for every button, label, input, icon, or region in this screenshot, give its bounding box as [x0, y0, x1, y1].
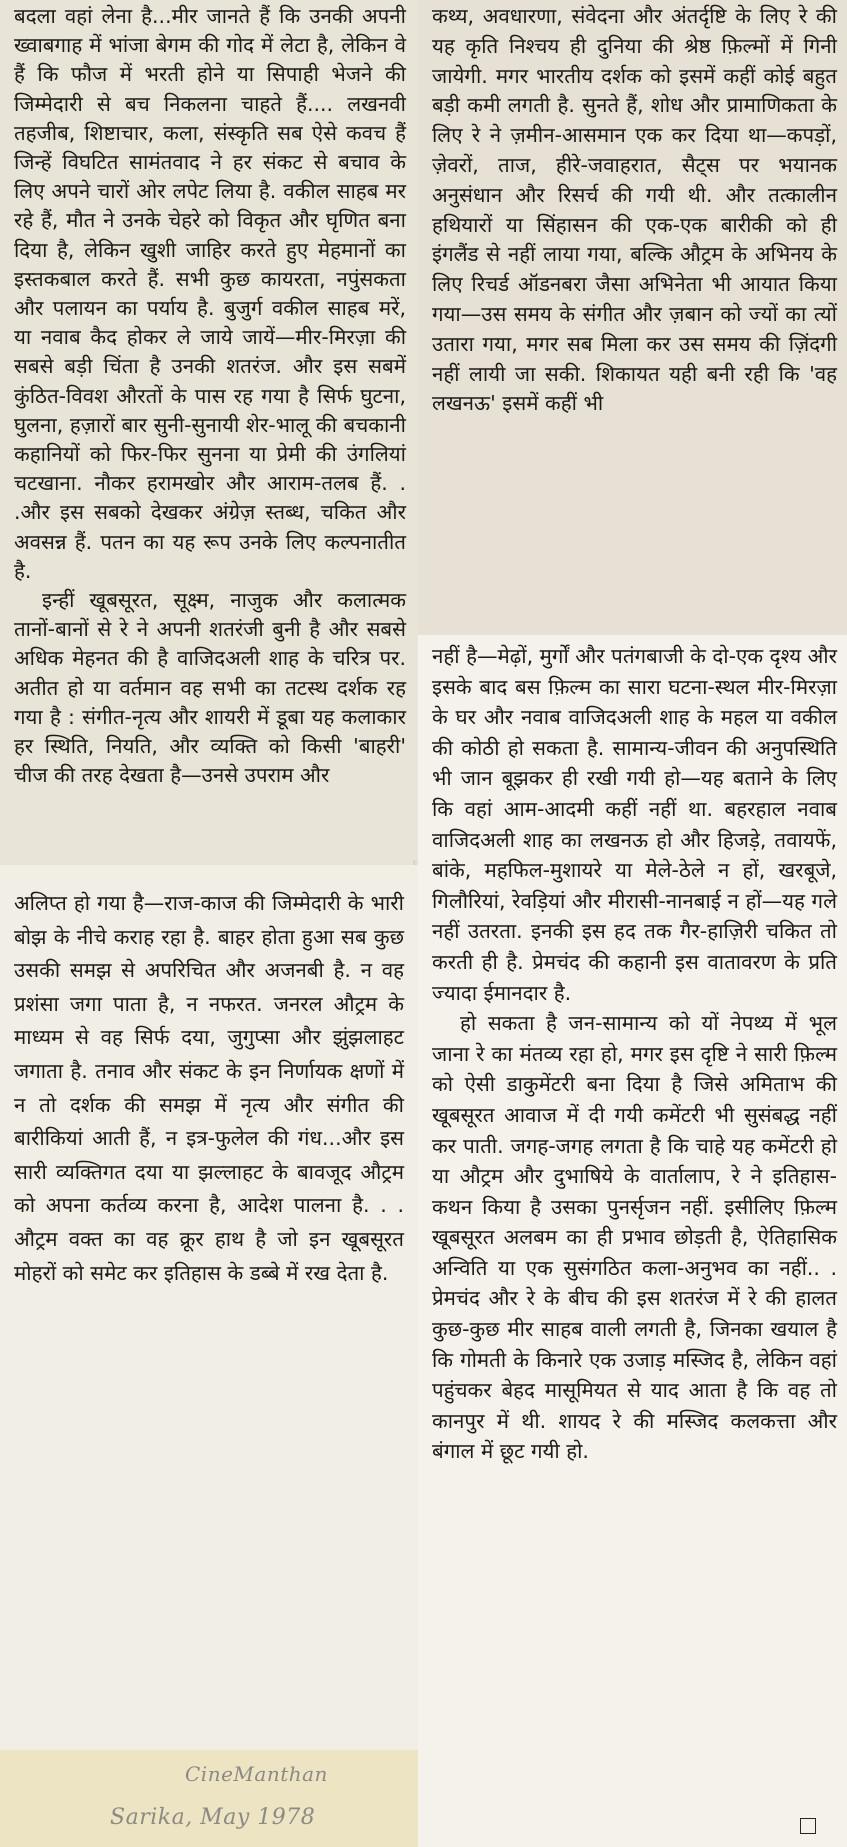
article-clip-left-bottom — [0, 865, 418, 1750]
article-paragraph: हो सकता है जन-सामान्य को यों नेपथ्य में भूल जाना रे का मंतव्य रहा हो, मगर इस दृष्टि ने सारी फ़िल्म को ऐसी डाकुमेंटरी बना दिया है जिसे अमिताभ की खूबसूरत आवाज में दी गयी कमेंटरी भी सुसंबद्ध नहीं कर पाती. जगह-जगह लगता है कि चाहे यह कमेंटरी हो या औट्रम और दुभाषिये के वार्तालाप, रे ने इतिहास-कथन किया है उसका पुनर्सृजन नहीं. इसीलिए फ़िल्म खूबसूरत अलबम का ही प्रभाव छोड़ती है, ऐतिहासिक अन्विति या एक सुसंगठित कला-अनुभव का नहीं.. . प्रेमचंद और रे के बीच की इस शतरंज में रे की हालत कुछ-कुछ मीर साहब वाली लगती है, जिनका खयाल है कि गोमती के किनारे एक उजाड़ मस्जिद है, लेकिन वहां पहुंचकर बेहद मासूमियत से याद आता है कि वह तो कानपुर में थी. शायद रे की मस्जिद कलकत्ता और बंगाल में छूट गयी हो. — [432, 1011, 837, 1464]
end-mark-checkbox-icon — [800, 1818, 816, 1834]
article-paragraph: कथ्य, अवधारणा, संवेदना और अंतर्दृष्टि के लिए रे की यह कृति निश्चय ही दुनिया की श्रेष्ठ फ़िल्मों में गिनी जायेगी. मगर भारतीय दर्शक को इसमें कहीं कोई बहुत बड़ी कमी लगती है. सुनते हैं, शोध और प्रामाणिकता के लिए रे ने ज़मीन-आसमान एक कर दिया था—कपड़ों, ज़ेवरों, ताज, हीरे-जवाहरात, सैट्स पर भयानक अनुसंधान और रिसर्च की गयी थी. और तत्कालीन हथियारों या सिंहासन की एक-एक बारीकी को ही इंगलैंड से नहीं लाया गया, बल्कि औट्रम के अभिनय के लिए रिचर्ड ऑडनबरा जैसा अभिनेता भी आयात किया गया—उस समय के संगीत और ज़बान को ज्यों का त्यों उतारा गया, मगर सब मिला कर उस समय की ज़िंदगी नहीं लायी जा सकी. शिकायत यही बनी रही कि 'वह लखनऊ' इसमें कहीं भी — [432, 4, 837, 416]
article-clip-right-bottom — [418, 635, 847, 1847]
credit-source: Sarika, May 1978 — [110, 1805, 316, 1830]
credit-site: CineManthan — [185, 1762, 328, 1786]
article-paragraph: बदला वहां लेना है...मीर जानते हैं कि उनकी अपनी ख्वाबगाह में भांजा बेगम की गोद में लेटा है, लेकिन वे हैं कि फौज में भरती होने या सिपाही भेजने की जिम्मेदारी से बच निकलना चाहते हैं.... लखनवी तहजीब, शिष्टाचार, कला, संस्कृति सब ऐसे कवच हैं जिन्हें विघटित सामंतवाद ने हर संकट से बचाव के लिए अपने चारों ओर लपेट लिया है. वकील साहब मर रहे हैं, मौत ने उनके चेहरे को विकृत और घृणित बना दिया है, लेकिन खुशी जाहिर करते हुए मेहमानों का इस्तकबाल करते हैं. सभी कुछ कायरता, नपुंसकता और पलायन का पर्याय है. बुजुर्ग वकील साहब मरें, या नवाब कैद होकर ले जाये जायें—मीर-मिरज़ा की सबसे बड़ी चिंता है उनकी शतरंज. और इस सबमें कुंठित-विवश औरतों के पास रह गया है सिर्फ घुटना, घुलना, हज़ारों बार सुनी-सुनायी शेर-भालू की बचकानी कहानियों को फिर-फिर सुनना या प्रेमी की उंगलियां चटखाना. नौकर हरामखोर और आराम-तलब हैं. . .और इस सबको देखकर अंग्रेज़ स्तब्ध, चकित और अवसन्न हैं. पतन का यह रूप उनके लिए कल्पनातीत है. — [14, 4, 406, 583]
article-paragraph: नहीं है—मेढ़ों, मुर्गों और पतंगबाजी के दो-एक दृश्य और इसके बाद बस फ़िल्म का सारा घटना-स्थल मीर-मिरज़ा के घर और नवाब वाजिदअली शाह के महल या वकील की कोठी हो सकता है. सामान्य-जीवन की अनुपस्थिति भी जान बूझकर ही रखी गयी हो—यह बताने के लिए कि वहां आम-आदमी कहीं नहीं था. बहरहाल नवाब वाजिदअली शाह का लखनऊ हो और हिजड़े, तवायफें, बांके, महफिल-मुशायरे या मेले-ठेले न हों, खरबूजे, गिलौरियां, रेवड़ियां और मीरासी-नानबाई न हों—यह गले नहीं उतरता. इनकी इस हद तक गैर-हाज़िरी चकित तो करती ही है. प्रेमचंद की कहानी इस वातावरण के प्रति ज्यादा ईमानदार है. — [432, 644, 837, 1005]
article-paragraph: अलिप्त हो गया है—राज-काज की जिम्मेदारी के भारी बोझ के नीचे कराह रहा है. बाहर होता हुआ सब कुछ उसकी समझ से अपरिचित और अजनबी है. न वह प्रशंसा जगा पाता है, न नफरत. जनरल औट्रम के माध्यम से वह सिर्फ दया, जुगुप्सा और झुंझलाहट जगाता है. तनाव और संकट के इन निर्णायक क्षणों में न तो दर्शक की समझ में नृत्य और संगीत की बारीकियां आती हैं, न इत्र-फुलेल की गंध...और इस सारी व्यक्तिगत दया या झल्लाहट के बावजूद औट्रम को अपना कर्तव्य करना है, आदेश पालना है. . . औट्रम वक्त का वह क्रूर हाथ है जो इन खूबसूरत मोहरों को समेट कर इतिहास के डब्बे में रख देता है. — [14, 891, 404, 1285]
article-paragraph: इन्हीं खूबसूरत, सूक्ष्म, नाजुक और कलात्मक तानों-बानों से रे ने अपनी शतरंजी बुनी है और सबसे अधिक मेहनत की है वाजिदअली शाह के चरित्र पर. अतीत हो या वर्तमान वह सभी का तटस्थ दर्शक रह गया है : संगीत-नृत्य और शायरी में डूबा यह कलाकार हर स्थिति, नियति, और व्यक्ति को किसी 'बाहरी' चीज की तरह देखता है—उनसे उपराम और — [14, 588, 406, 788]
article-clip-left-top — [0, 0, 418, 865]
source-footer — [0, 1750, 418, 1847]
article-clip-right-top — [418, 0, 847, 635]
